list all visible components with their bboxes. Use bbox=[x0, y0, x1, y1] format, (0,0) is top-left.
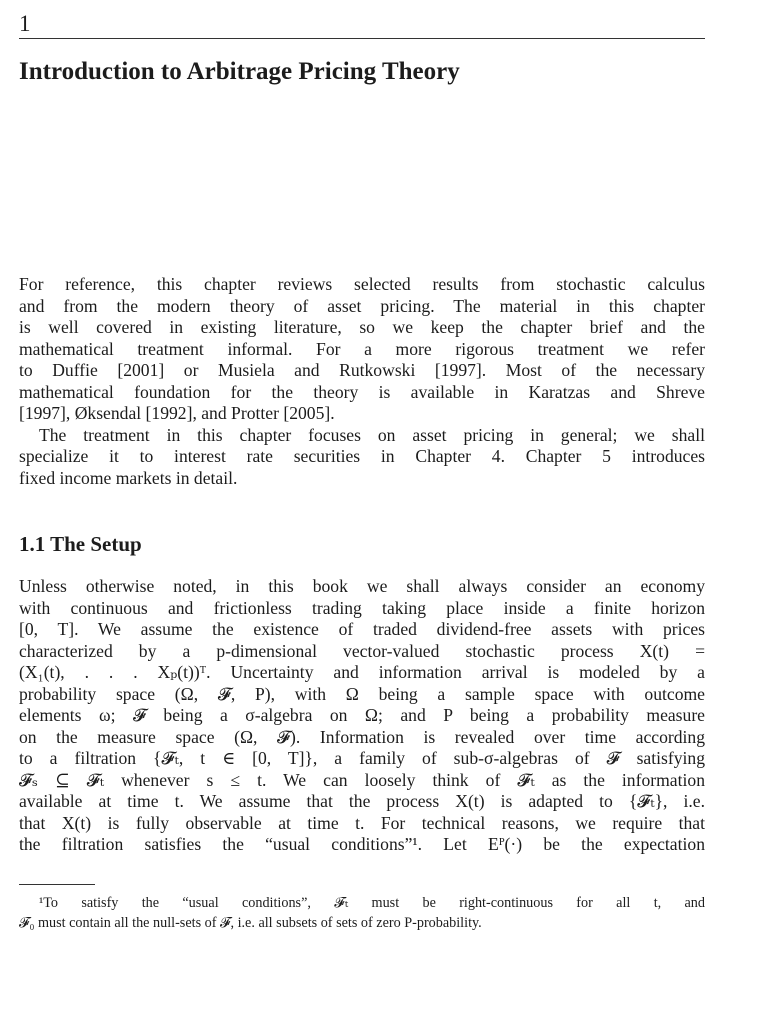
text-line: on the measure space (Ω, 𝓕). Information is revealed over time according bbox=[19, 726, 705, 747]
text-line: the filtration satisfies the “usual conditions”¹. Let Eᴾ(·) be the expectation bbox=[19, 834, 705, 854]
text-line: [0, T]. We assume the existence of traded dividend-free assets with prices bbox=[19, 619, 705, 639]
text-line: specialize it to interest rate securities in Chapter 4. Chapter 5 introduces bbox=[19, 446, 705, 466]
text-line: Unless otherwise noted, in this book we shall always consider an economy bbox=[19, 576, 705, 596]
text-line: characterized by a p-dimensional vector-valued stochastic process X(t) = bbox=[19, 640, 705, 661]
text-line: For reference, this chapter reviews selected results from stochastic calculus bbox=[19, 274, 705, 294]
text-line: to Duffie [2001] or Musiela and Rutkowski [1997]. Most of the necessary bbox=[19, 360, 705, 380]
text-line: 𝓕ₛ ⊆ 𝓕ₜ whenever s ≤ t. We can loosely think of 𝓕ₜ as the information bbox=[19, 769, 705, 790]
text-line: that X(t) is fully observable at time t. For technical reasons, we require that bbox=[19, 812, 705, 833]
chapter-number: 1 bbox=[19, 11, 31, 36]
text-line: is well covered in existing literature, so we keep the chapter brief and the bbox=[19, 317, 705, 337]
intro-paragraph-1 bbox=[19, 274, 705, 425]
header-rule bbox=[19, 38, 705, 39]
text-line: and from the modern theory of asset pricing. The material in this chapter bbox=[19, 295, 705, 316]
footnote-line: 𝓕₀ must contain all the null-sets of 𝓕, i.e. all subsets of sets of zero P-probability. bbox=[19, 915, 482, 931]
text-line: fixed income markets in detail. bbox=[19, 467, 238, 488]
text-line: probability space (Ω, 𝓕, P), with Ω being a sample space with outcome bbox=[19, 683, 705, 704]
text-line: elements ω; 𝓕 being a σ-algebra on Ω; and P being a probability measure bbox=[19, 705, 705, 725]
text-line: available at time t. We assume that the process X(t) is adapted to {𝓕ₜ}, i.e. bbox=[19, 791, 705, 811]
text-line: to a filtration {𝓕ₜ, t ∈ [0, T]}, a family of sub-σ-algebras of 𝓕 satisfying bbox=[19, 748, 705, 768]
text-line: (X₁(t), . . . Xₚ(t))ᵀ. Uncertainty and information arrival is modeled by a bbox=[19, 662, 705, 682]
text-line: The treatment in this chapter focuses on asset pricing in general; we shall bbox=[39, 424, 705, 445]
intro-paragraph-2 bbox=[19, 425, 705, 490]
section-paragraph bbox=[19, 576, 705, 856]
text-line: with continuous and frictionless trading taking place inside a finite horizon bbox=[19, 597, 705, 618]
chapter-title: Introduction to Arbitrage Pricing Theory bbox=[19, 58, 460, 85]
book-page bbox=[19, 0, 705, 1024]
footnote-line: ¹To satisfy the “usual conditions”, 𝓕ₜ must be right-continuous for all t, and bbox=[39, 895, 705, 911]
text-line: mathematical foundation for the theory is available in Karatzas and Shreve bbox=[19, 381, 705, 402]
text-line: mathematical treatment informal. For a more rigorous treatment we refer bbox=[19, 338, 705, 359]
text-line: [1997], Øksendal [1992], and Protter [2005]. bbox=[19, 403, 335, 423]
footnote bbox=[19, 893, 705, 933]
section-title: 1.1 The Setup bbox=[19, 532, 142, 556]
footnote-rule bbox=[19, 884, 95, 885]
